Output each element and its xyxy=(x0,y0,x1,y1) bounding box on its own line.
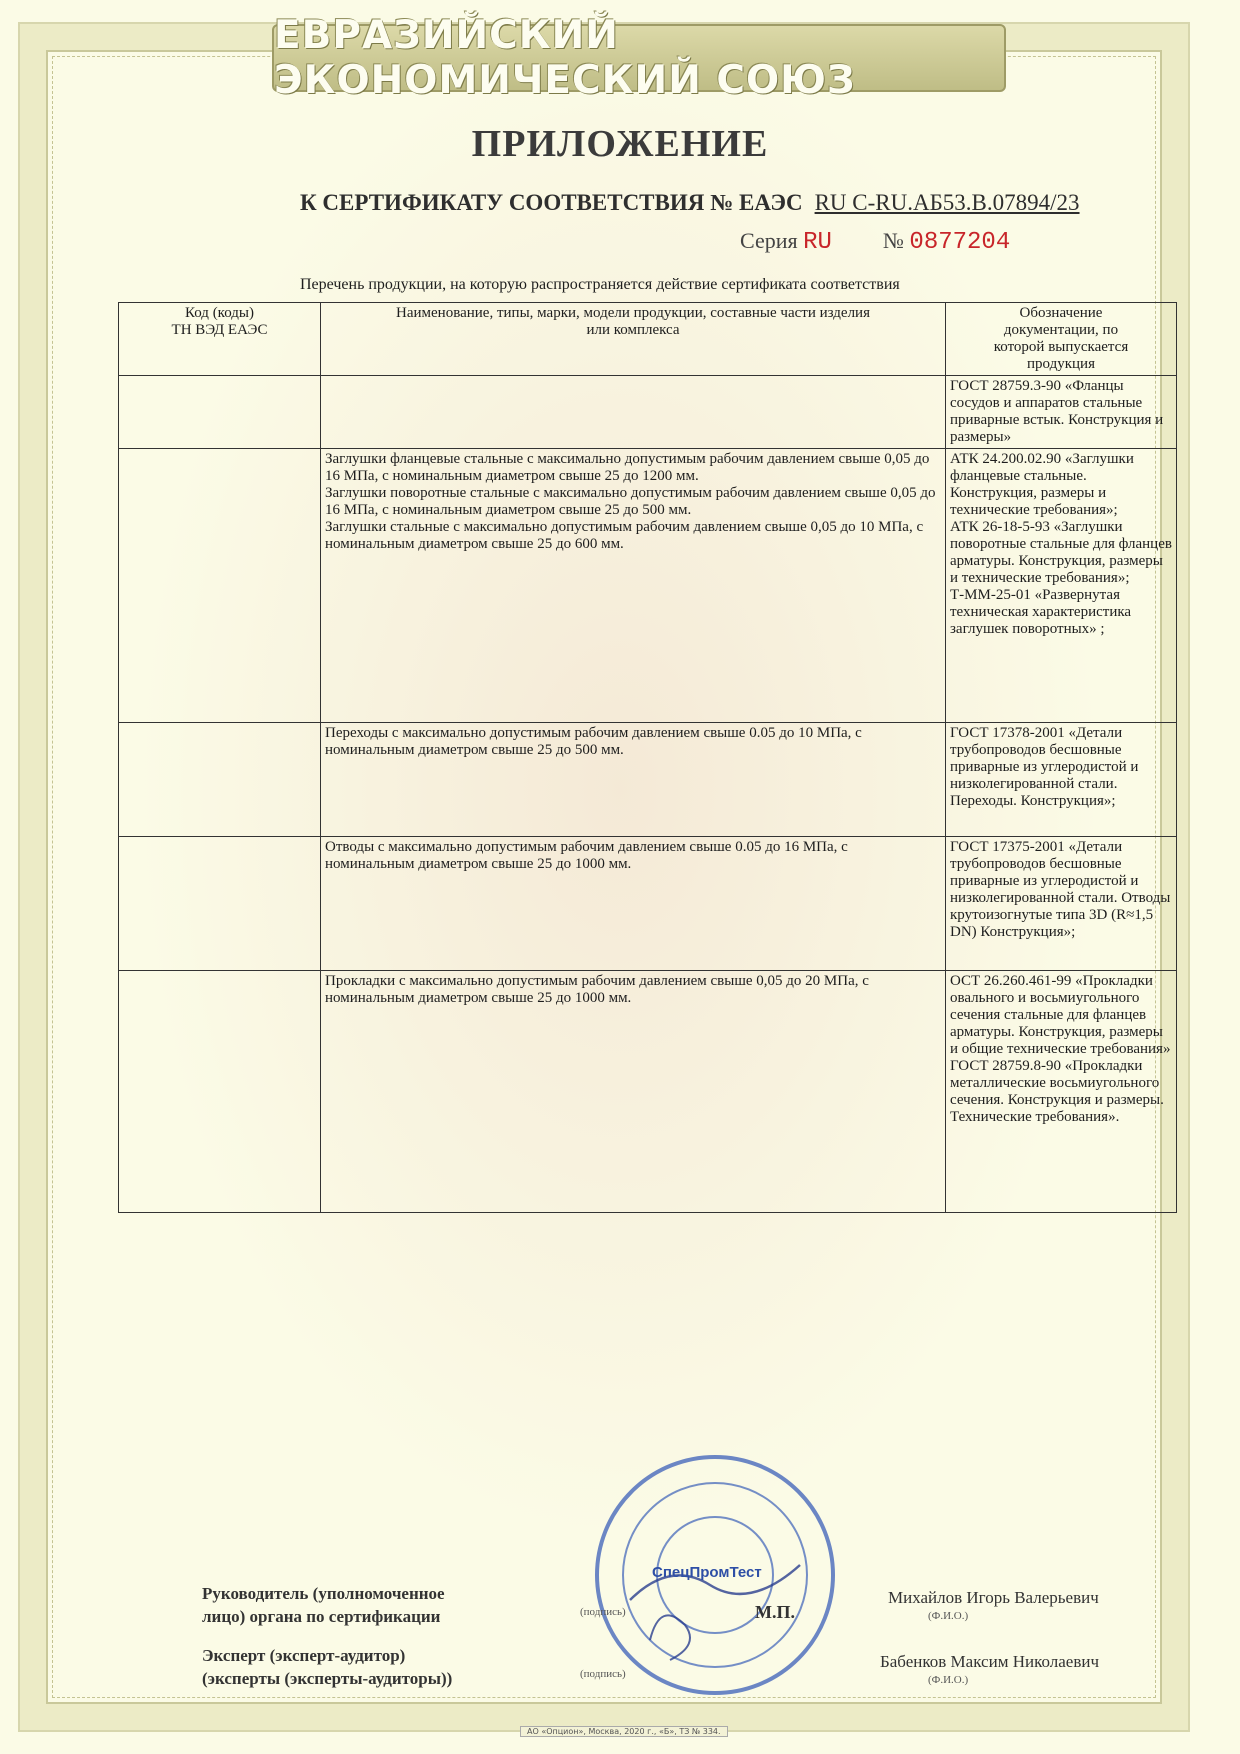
cell-doc: ОСТ 26.260.461-99 «Прокладки овального и восьмиугольного сечения стальные для фланцев арматуры. Конструкция, размеры и общие технические требования» ГОСТ 28759.8-90 «Прокладки металлические восьмиугольного сечения. Конструкция и размеры. Технические требования». xyxy=(946,971,1177,1213)
union-banner: ЕВРАЗИЙСКИЙ ЭКОНОМИЧЕСКИЙ СОЮЗ xyxy=(272,24,1006,92)
table-row xyxy=(119,449,1177,723)
cell-name xyxy=(321,376,946,449)
table-row xyxy=(119,837,1177,971)
expert-signature-caption: (подпись) xyxy=(580,1668,626,1680)
header-name: Наименование, типы, марки, модели продукции, составные части изделия или комплекса xyxy=(321,303,946,376)
header-code: Код (коды) ТН ВЭД ЕАЭС xyxy=(119,303,321,376)
product-list-caption: Перечень продукции, на которую распространяется действие сертификата соответствия xyxy=(300,276,900,293)
head-name: Михайлов Игорь Валерьевич xyxy=(888,1588,1099,1607)
blank-number: 0877204 xyxy=(909,229,1011,256)
cell-code xyxy=(119,449,321,723)
stamp-center-text: СпецПромТест xyxy=(652,1564,762,1581)
series-code: RU xyxy=(803,229,832,256)
number-label: № xyxy=(882,228,904,253)
cell-code xyxy=(119,971,321,1213)
cell-doc: ГОСТ 17375-2001 «Детали трубопроводов бесшовные приварные из углеродистой и низколегированной стали. Отводы крутоизогнутые типа 3D (R≈1,5 DN) Конструкция»; xyxy=(946,837,1177,971)
subtitle-prefix: К СЕРТИФИКАТУ СООТВЕТСТВИЯ № ЕАЭС xyxy=(300,190,803,215)
cell-code xyxy=(119,837,321,971)
head-signature-label: Руководитель (уполномоченное лицо) органа по сертификации xyxy=(202,1584,445,1626)
printer-footer: АО «Опцион», Москва, 2020 г., «Б», ТЗ № 334. xyxy=(520,1726,728,1737)
cell-doc: ГОСТ 17378-2001 «Детали трубопроводов бесшовные приварные из углеродистой и низколегированной стали. Переходы. Конструкция»; xyxy=(946,723,1177,837)
series-label: Серия xyxy=(740,228,798,253)
certificate-subtitle xyxy=(300,190,1080,216)
series-line xyxy=(740,228,1010,256)
cell-name: Отводы с максимально допустимым рабочим давлением свыше 0.05 до 16 МПа, с номинальным диаметром свыше 25 до 1000 мм. xyxy=(321,837,946,971)
cell-doc: АТК 24.200.02.90 «Заглушки фланцевые стальные. Конструкция, размеры и технические требования»; АТК 26-18-5-93 «Заглушки поворотные стальные для фланцев арматуры. Конструкция, размеры и технические требования»; Т-ММ-25-01 «Развернутая техническая характеристика заглушек поворотных» ; xyxy=(946,449,1177,723)
table-row xyxy=(119,376,1177,449)
head-signature-caption: (подпись) xyxy=(580,1606,626,1618)
cell-name: Переходы с максимально допустимым рабочим давлением свыше 0.05 до 10 МПа, с номинальным диаметром свыше 25 до 500 мм. xyxy=(321,723,946,837)
cell-name: Заглушки фланцевые стальные с максимально допустимым рабочим давлением свыше 0,05 до 16 МПа, с номинальным диаметром свыше 25 до 1200 мм. Заглушки поворотные стальные с максимально допустимым рабочим давлением свыше 0,05 до 16 МПа, с номинальным диаметром свыше 25 до 500 мм. Заглушки стальные с максимально допустимым рабочим давлением свыше 0,05 до 10 МПа, с номинальным диаметром свыше 25 до 600 мм. xyxy=(321,449,946,723)
table-row xyxy=(119,723,1177,837)
product-table xyxy=(118,302,1177,1213)
expert-signature-label: Эксперт (эксперт-аудитор) (эксперты (эксперты-аудиторы)) xyxy=(202,1646,453,1688)
table-row xyxy=(119,971,1177,1213)
cell-code xyxy=(119,376,321,449)
table-header-row xyxy=(119,303,1177,376)
cell-doc: ГОСТ 28759.3-90 «Фланцы сосудов и аппаратов стальные приварные встык. Конструкция и размеры» xyxy=(946,376,1177,449)
header-doc: Обозначение документации, по которой выпускается продукция xyxy=(946,303,1177,376)
expert-fio-caption: (Ф.И.О.) xyxy=(928,1674,969,1686)
head-fio-caption: (Ф.И.О.) xyxy=(928,1610,969,1622)
cell-code xyxy=(119,723,321,837)
certificate-number: RU С-RU.АБ53.В.07894/23 xyxy=(814,190,1080,215)
expert-name: Бабенков Максим Николаевич xyxy=(880,1652,1099,1671)
cell-name: Прокладки с максимально допустимым рабочим давлением свыше 0,05 до 20 МПа, с номинальным диаметром свыше 25 до 1000 мм. xyxy=(321,971,946,1213)
mp-label: М.П. xyxy=(755,1602,795,1622)
document-title: ПРИЛОЖЕНИЕ xyxy=(471,123,769,165)
